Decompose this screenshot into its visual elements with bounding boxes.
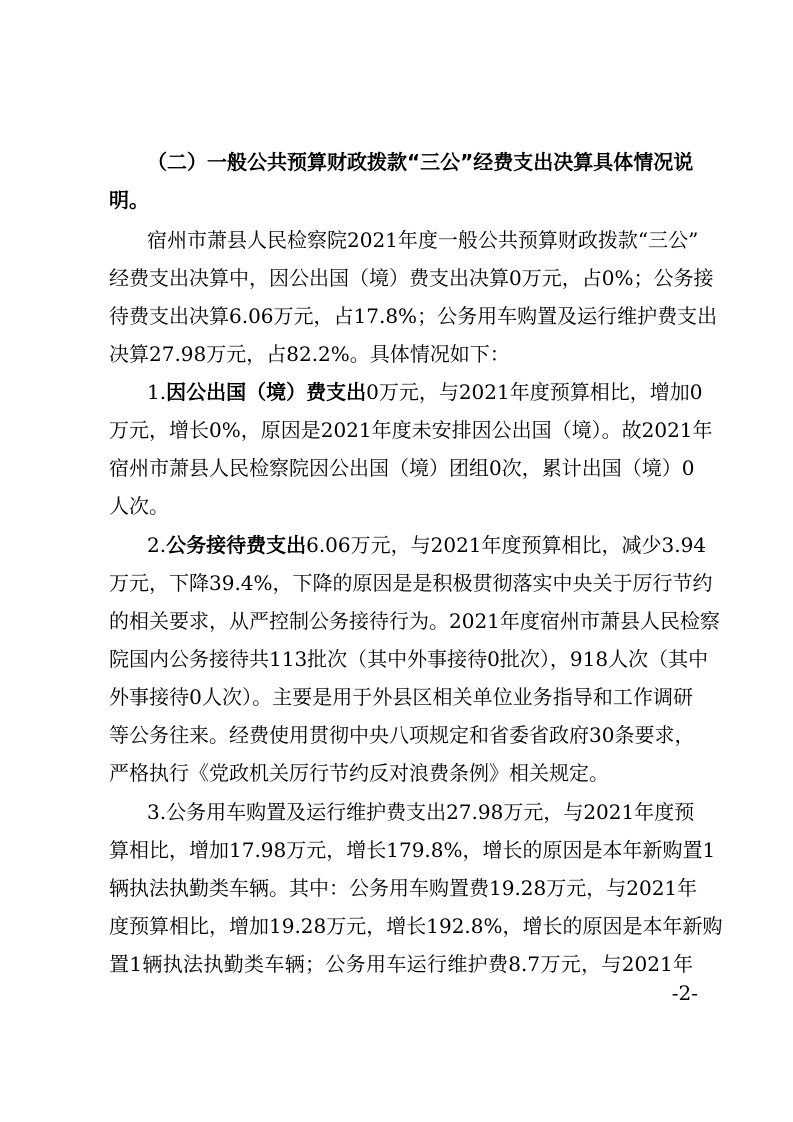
- item2-line: 外事接待0人次）。主要是用于外县区相关单位业务指导和工作调研: [109, 685, 693, 709]
- item2-bold-title: 公务接待费支出: [166, 533, 307, 557]
- item3-first-line: 3.公务用车购置及运行维护费支出27.98万元，与2021年度预: [147, 800, 695, 824]
- item3-line: 算相比，增加17.98万元，增长179.8%，增长的原因是本年新购置1: [109, 838, 716, 862]
- item1-line: 人次。: [109, 494, 169, 518]
- item2-line: 的相关要求，从严控制公务接待行为。2021年度宿州市萧县人民检察: [109, 609, 720, 633]
- item2-line: 院国内公务接待共113批次（其中外事接待0批次），918人次（其中: [109, 647, 709, 671]
- item1-number: 1.: [147, 380, 167, 404]
- summary-line: 决算27.98万元，占82.2%。具体情况如下：: [109, 342, 510, 366]
- item1-line: 万元，增长0%，原因是2021年度未安排因公出国（境）。故2021年: [109, 418, 713, 442]
- item2-rest: 6.06万元，与2021年度预算相比，减少3.94: [306, 533, 707, 557]
- item2-line: 万元，下降39.4%，下降的原因是是积极贯彻落实中央关于厉行节约: [109, 571, 713, 595]
- item1-line: 宿州市萧县人民检察院因公出国（境）团组0次，累计出国（境）0: [109, 456, 695, 480]
- summary-line: 待费支出决算6.06万元，占17.8%；公务用车购置及运行维护费支出: [109, 304, 718, 328]
- item3-line: 度预算相比，增加19.28万元，增长192.8%，增长的原因是本年新购: [109, 914, 723, 938]
- section-heading: （二）一般公共预算财政拨款“三公”经费支出决算具体情况说: [147, 150, 694, 174]
- item3-line: 辆执法执勤类车辆。其中：公务用车购置费19.28万元，与2021年: [109, 876, 698, 900]
- item3-line: 置1辆执法执勤类车辆；公务用车运行维护费8.7万元，与2021年: [109, 952, 693, 976]
- section-heading-continued: 明。: [109, 188, 149, 212]
- item2-number: 2.: [147, 533, 167, 557]
- item2-line: 等公务往来。经费使用贯彻中央八项规定和省委省政府30条要求，: [109, 723, 695, 747]
- item1-first-line: [147, 372, 703, 412]
- item1-rest: 0万元，与2021年度预算相比，增加0: [366, 380, 703, 404]
- item2-first-line: [147, 525, 707, 565]
- item1-bold-title: 因公出国（境）费支出: [166, 380, 367, 404]
- summary-line: 宿州市萧县人民检察院2021年度一般公共预算财政拨款“三公”: [147, 228, 699, 252]
- page-number: -2-: [671, 981, 698, 1005]
- summary-line: 经费支出决算中，因公出国（境）费支出决算0万元，占0%；公务接: [109, 266, 714, 290]
- item2-line: 严格执行《党政机关厉行节约反对浪费条例》相关规定。: [109, 761, 609, 785]
